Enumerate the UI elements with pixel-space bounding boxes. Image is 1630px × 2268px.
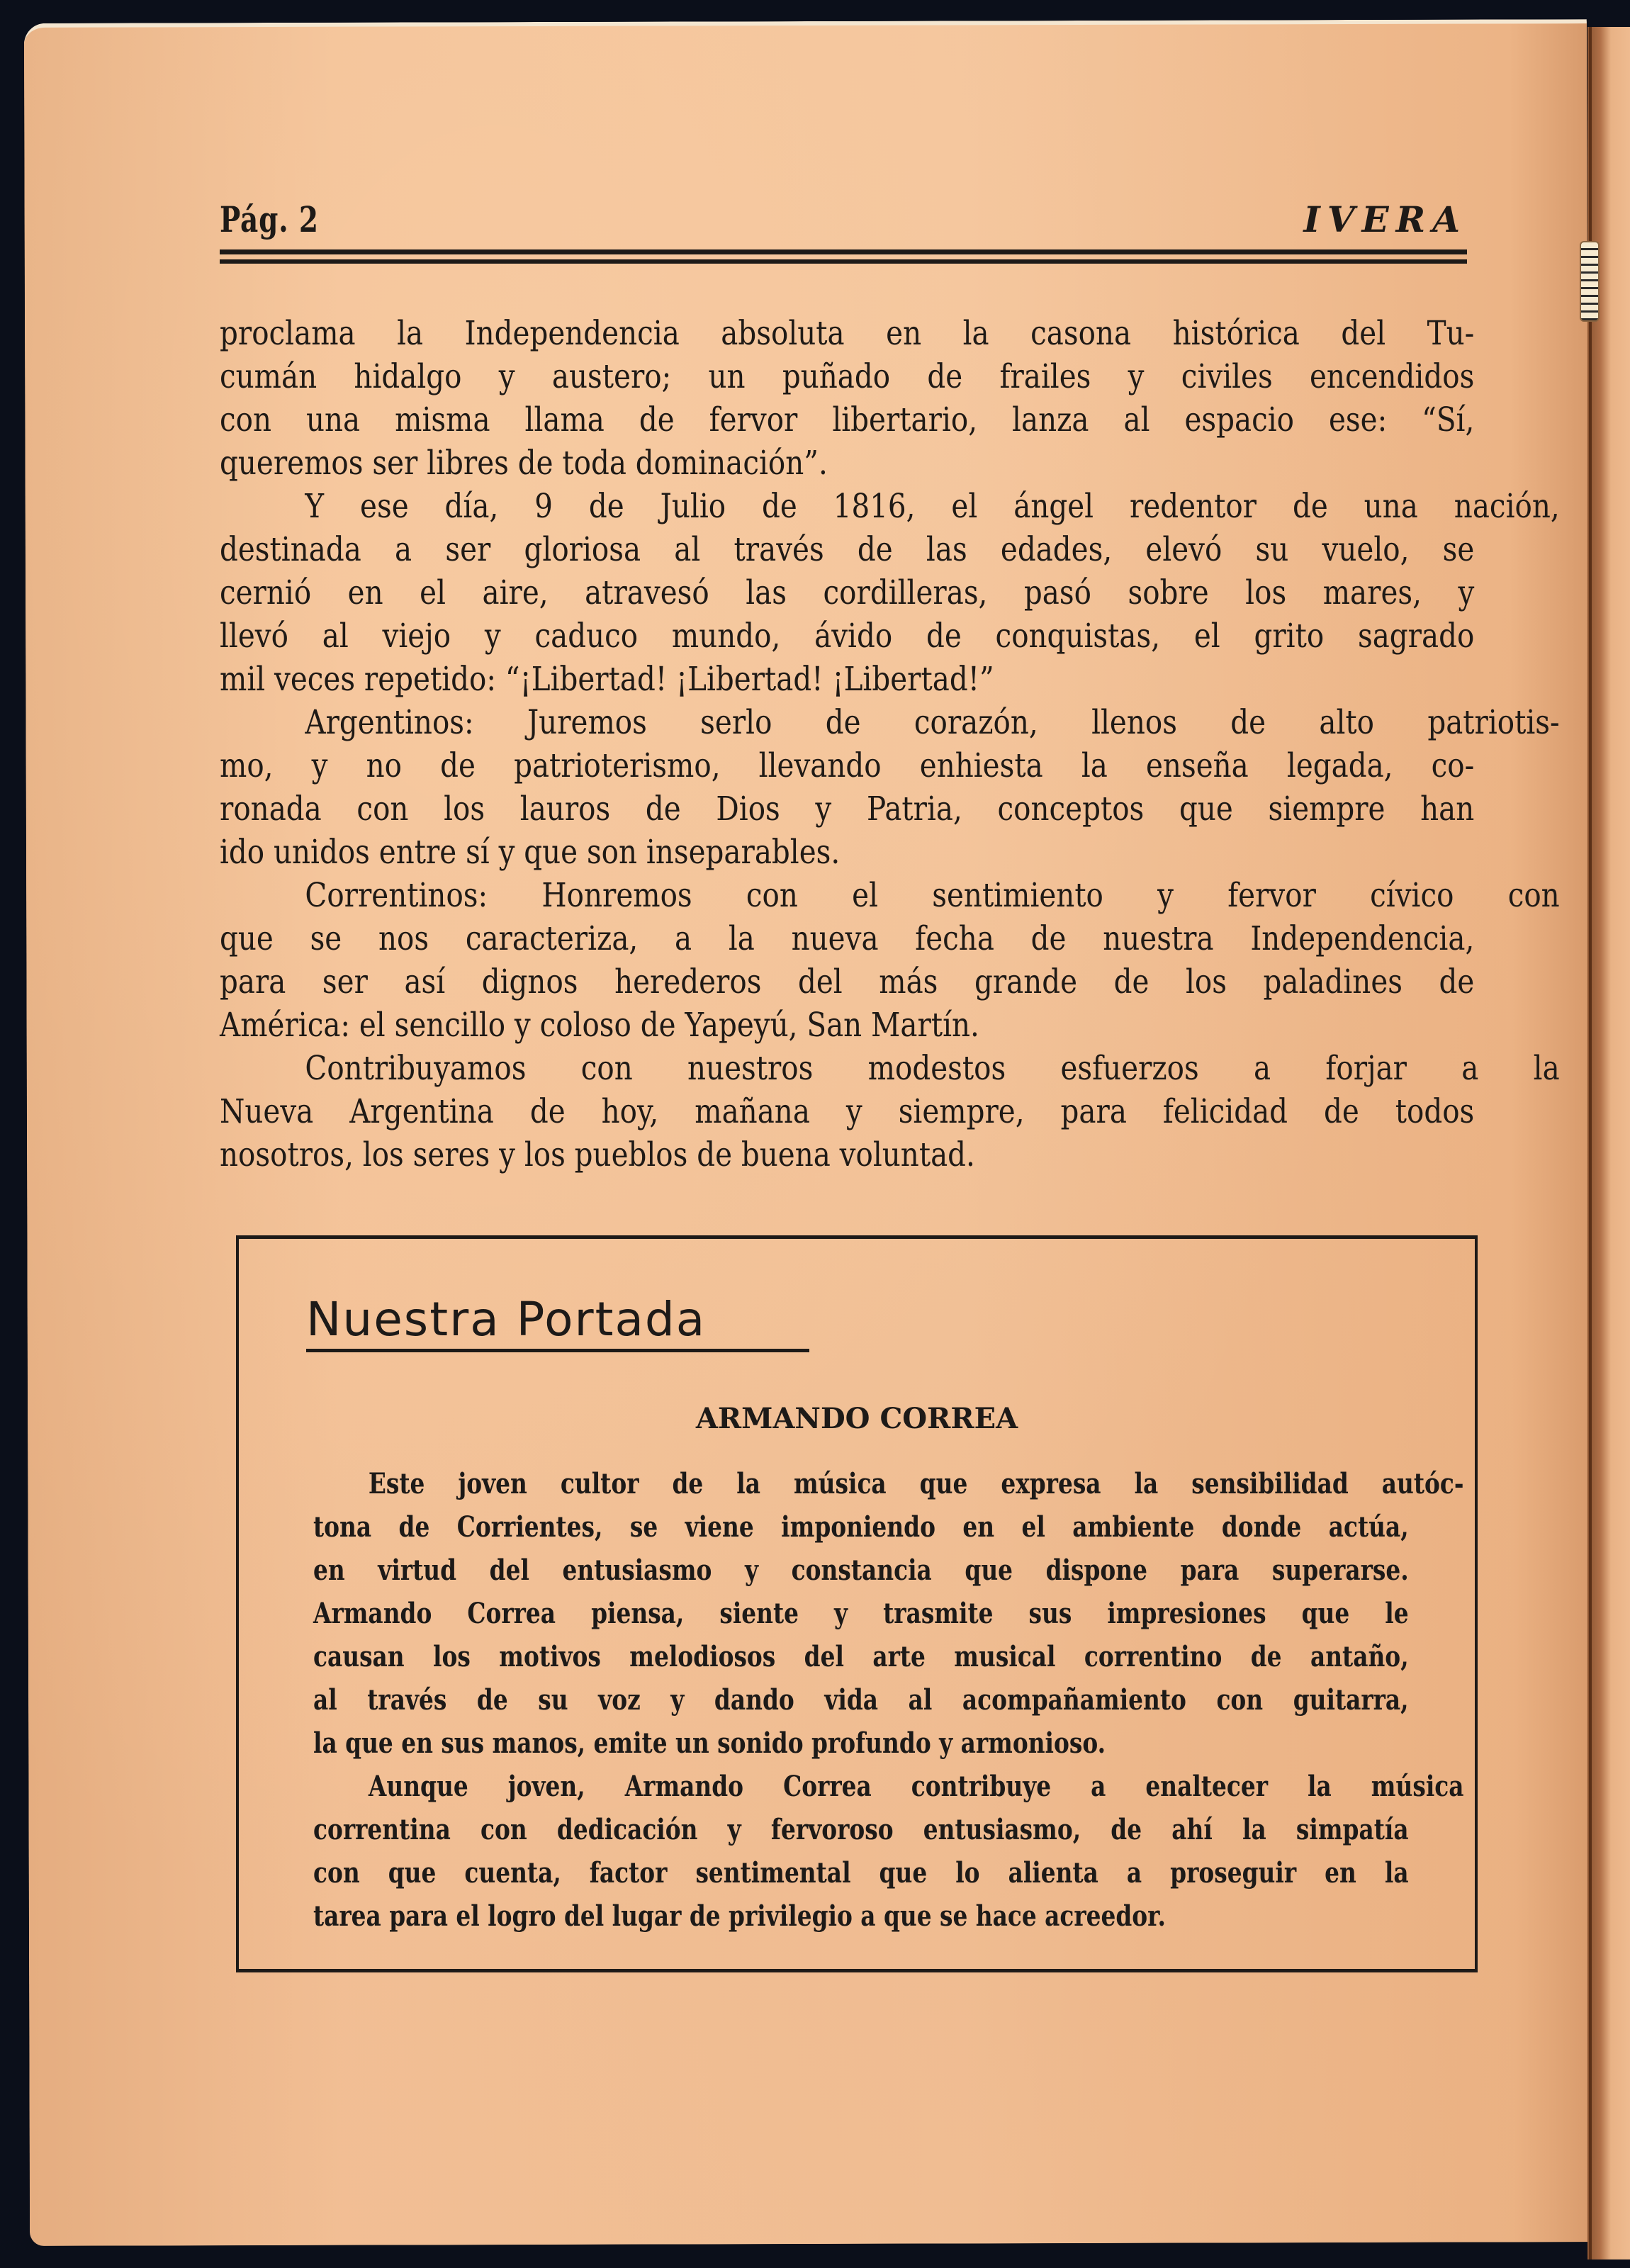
article-body bbox=[220, 312, 1560, 1177]
spine-fold bbox=[1589, 27, 1592, 2259]
portada-paragraph bbox=[313, 1462, 1464, 1765]
article-paragraph bbox=[220, 1047, 1560, 1177]
article-line: ronada con los lauros de Dios y Patria, conceptos que siempre han bbox=[220, 790, 1475, 829]
article-paragraph bbox=[220, 485, 1560, 701]
portada-line: tona de Corrientes, se viene imponiendo en el ambiente donde actúa, bbox=[313, 1510, 1409, 1544]
portada-title: Nuestra Portada bbox=[306, 1292, 707, 1347]
article-line: Y ese día, 9 de Julio de 1816, el ángel redentor de una nación, bbox=[305, 487, 1560, 526]
article-paragraph bbox=[220, 874, 1560, 1047]
article-line: que se nos caracteriza, a la nueva fecha de nuestra Independencia, bbox=[220, 919, 1475, 958]
portada-line: Aunque joven, Armando Correa contribuye a enaltecer la música bbox=[368, 1770, 1464, 1803]
portada-paragraph bbox=[313, 1765, 1464, 1938]
page-number: Pág. 2 bbox=[220, 198, 319, 240]
magazine-name: IVERA bbox=[1303, 198, 1467, 240]
article-line: queremos ser libres de toda dominación”. bbox=[220, 444, 828, 483]
portada-body bbox=[313, 1462, 1464, 1938]
portada-line: Este joven cultor de la música que expresa la sensibilidad autóc- bbox=[368, 1467, 1464, 1500]
portada-line: tarea para el logro del lugar de privilegio a que se hace acreedor. bbox=[313, 1899, 1166, 1933]
article-line: América: el sencillo y coloso de Yapeyú, San Martín. bbox=[220, 1006, 979, 1045]
article-line: mil veces repetido: “¡Libertad! ¡Libertad! ¡Libertad!” bbox=[220, 660, 994, 699]
article-line: cernió en el aire, atravesó las cordilleras, pasó sobre los mares, y bbox=[220, 573, 1475, 612]
article-line: proclama la Independencia absoluta en la casona histórica del Tu- bbox=[220, 314, 1475, 353]
article-line: para ser así dignos herederos del más grande de los paladines de bbox=[220, 962, 1475, 1001]
portada-line: con que cuenta, factor sentimental que lo alienta a proseguir en la bbox=[313, 1856, 1409, 1890]
nuestra-portada-box bbox=[236, 1235, 1478, 1972]
article-line: con una misma llama de fervor libertario, lanza al espacio ese: “Sí, bbox=[220, 400, 1475, 439]
article-line: Contribuyamos con nuestros modestos esfuerzos a forjar a la bbox=[305, 1049, 1560, 1088]
portada-subject-name: ARMANDO CORREA bbox=[695, 1402, 1018, 1435]
article-line: Correntinos: Honremos con el sentimiento y fervor cívico con bbox=[305, 876, 1560, 915]
portada-title-underline bbox=[306, 1349, 809, 1352]
portada-line: Armando Correa piensa, siente y trasmite sus impresiones que le bbox=[313, 1597, 1409, 1630]
article-paragraph bbox=[220, 312, 1474, 485]
article-line: llevó al viejo y caduco mundo, ávido de conquistas, el grito sagrado bbox=[220, 617, 1475, 656]
portada-line: correntina con dedicación y fervoroso entusiasmo, de ahí la simpatía bbox=[313, 1813, 1409, 1846]
article-line: Nueva Argentina de hoy, mañana y siempre, para felicidad de todos bbox=[220, 1092, 1475, 1131]
article-line: nosotros, los seres y los pueblos de buena voluntad. bbox=[220, 1135, 975, 1174]
portada-line: causan los motivos melodiosos del arte musical correntino de antaño, bbox=[313, 1640, 1409, 1673]
portada-line: al través de su voz y dando vida al acompañamiento con guitarra, bbox=[313, 1683, 1409, 1717]
article-line: ido unidos entre sí y que son inseparables. bbox=[220, 833, 841, 872]
article-line: cumán hidalgo y austero; un puñado de frailes y civiles encendidos bbox=[220, 357, 1475, 396]
page-header bbox=[220, 198, 1467, 241]
article-paragraph bbox=[220, 701, 1560, 874]
header-rule-bottom bbox=[220, 259, 1467, 264]
article-line: Argentinos: Juremos serlo de corazón, llenos de alto patriotis- bbox=[305, 703, 1560, 742]
article-line: mo, y no de patrioterismo, llevando enhiesta la enseña legada, co- bbox=[220, 746, 1475, 785]
portada-line: la que en sus manos, emite un sonido profundo y armonioso. bbox=[313, 1727, 1106, 1760]
article-line: destinada a ser gloriosa al través de las edades, elevó su vuelo, se bbox=[220, 530, 1475, 569]
binding-staple bbox=[1580, 241, 1600, 322]
portada-line: en virtud del entusiasmo y constancia que dispone para superarse. bbox=[313, 1554, 1409, 1587]
header-rule-top bbox=[220, 249, 1467, 254]
book-spine bbox=[1587, 27, 1630, 2259]
